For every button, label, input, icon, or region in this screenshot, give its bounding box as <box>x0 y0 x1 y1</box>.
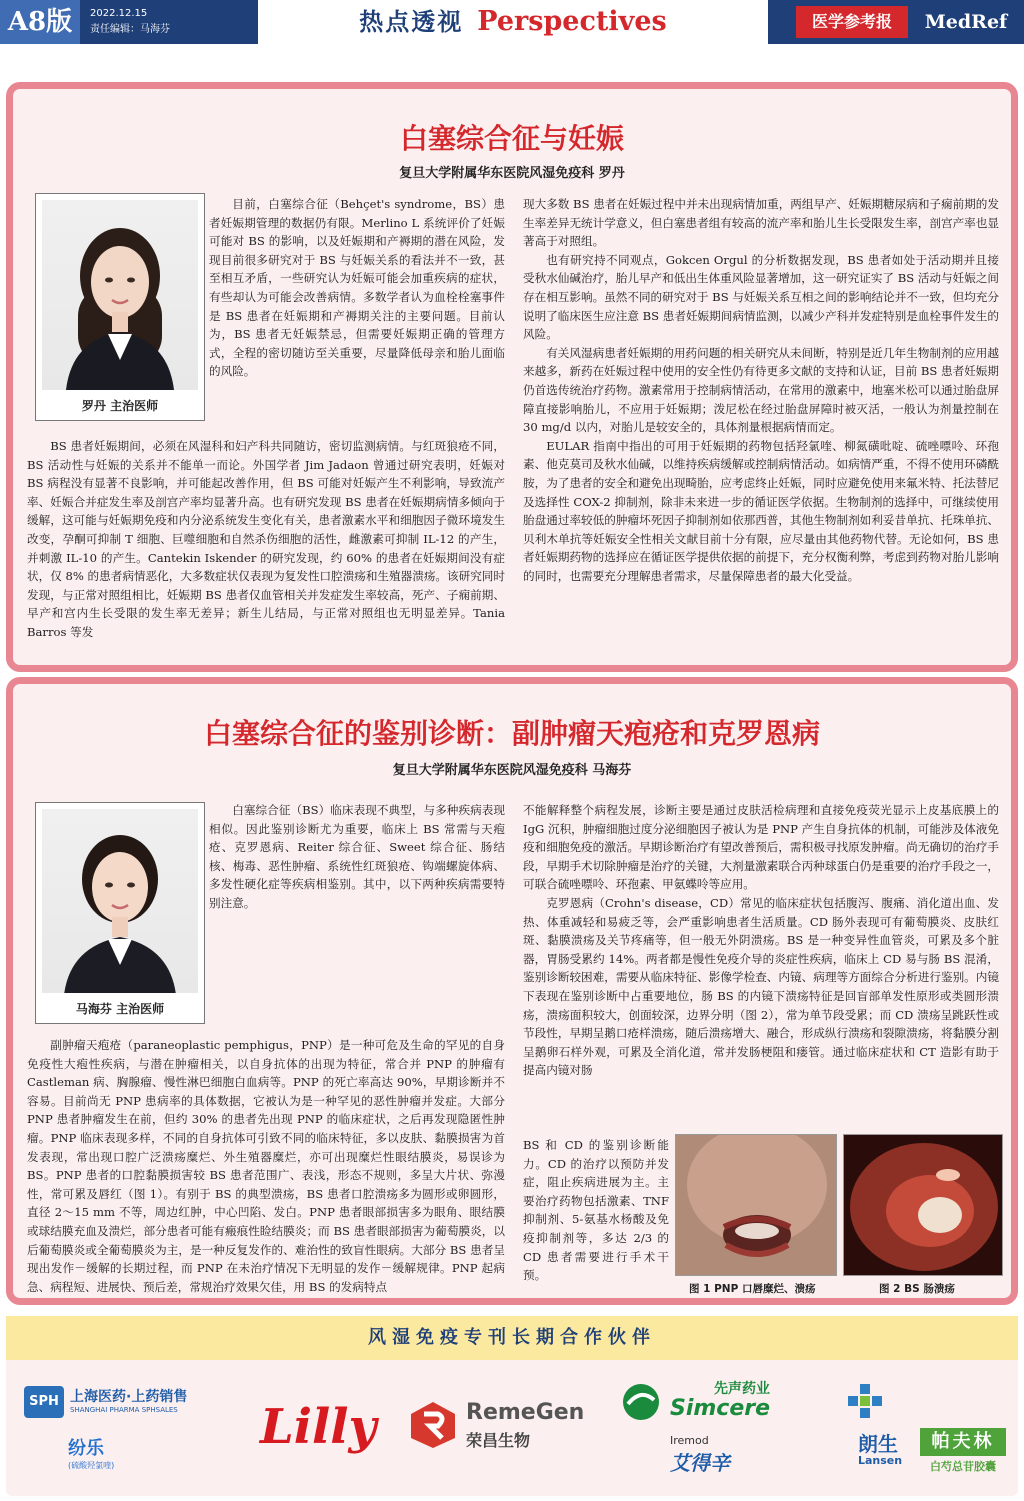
lansen-icon <box>846 1382 886 1422</box>
logo-lilly <box>260 1392 390 1462</box>
author-photo-mahaifen <box>35 802 205 1024</box>
logo-fenle <box>68 1434 158 1474</box>
logo-iremod <box>670 1434 780 1474</box>
paragraph: 现大多数 BS 患者在妊娠过程中并未出现病情加重，两组早产、妊娠期糖尿病和子痫前期的发生率差异无统计学意义，但白塞患者组有较高的流产率和胎儿生长受限发生率，剖宫产率也显著高于对照组。 <box>523 197 999 249</box>
sph-name-cn: 上海医药·上药销售 <box>70 1389 188 1405</box>
logo-remegen <box>408 1396 608 1456</box>
paragraph: EULAR 指南中指出的可用于妊娠期的药物包括羟氯喹、柳氮磺吡啶、硫唑嘌呤、环孢素、他克莫司及秋水仙碱，以维持疾病缓解或控制病情活动。如病情严重，不得不使用环磷酰胺，为了患者的安全和避免出现畸胎，应考虑终止妊娠，同时应避免使用来氟米特、托法替尼及选择性 COX-2 抑制剂，除非未来进一步的循证医学依据。生物制剂的选择中，可继续使用胎盘通过率较低的肿瘤坏死因子抑制剂如依那西普，其他生物制剂如利妥昔单抗、托珠单抗、贝利木单抗等妊娠安全性相关文献目前十分有限，应尽量由其他药物代替。无论如何，BS 患者妊娠期药物的选择应在循证医学提供依据的前提下，充分权衡利弊，考虑到药物对胎儿影响的同时，也需要充分理解患者需求，尽量保障患者的最大化受益。 <box>523 438 999 583</box>
iremod-name-en: Iremod <box>670 1434 709 1447</box>
author-photo-caption: 罗丹 主治医师 <box>81 399 159 413</box>
article-column-1-bottom <box>27 1036 505 1296</box>
pafulin-name: 帕夫林 <box>920 1428 1006 1456</box>
logo-lansen <box>844 1382 1014 1472</box>
article-column-1-bottom <box>27 437 505 642</box>
article-column-2 <box>523 801 999 1080</box>
editor-credit: 责任编辑：马海芬 <box>90 24 170 35</box>
fenle-sub: (硫酸羟氯喹) <box>68 1461 115 1470</box>
page-header <box>0 0 1024 44</box>
section-title-cn: 热点透视 <box>359 8 464 36</box>
lansen-name-en: Lansen <box>858 1454 903 1467</box>
paragraph: BS 和 CD 的鉴别诊断能力。CD 的治疗以预防并发症，阻止疾病进展为主。主要治疗药物包括激素、TNF 抑制剂、5-氨基水杨酸及免疫抑制剂等，多达 2/3 的 CD 患者需要进行手术干预。 <box>523 1138 669 1283</box>
partner-strip <box>6 1316 1018 1496</box>
paragraph: BS 患者妊娠期间，必须在风湿科和妇产科共同随访，密切监测病情。与红斑狼疮不同，BS 活动性与妊娠的关系并不能单一而论。外国学者 Jim Jadaon 曾通过研究表明，妊娠对 BS 病程没有显著不良影响，并可能起改善作用，但 BS 可能对妊娠产生不利影响，导致流产率、妊娠合并症发生率及剖宫产率均显著升高。也有研究发现 BS 患者在妊娠期病情多倾向于缓解，这可能与妊娠期免疫和内分泌系统发生变化有关，患者激素水平和细胞因子微环境发生改变，孕酮可抑制 T 细胞、巨噬细胞和自然杀伤细胞的活性，雌激素可抑制 IL-12 的产生，并刺激 IL-10 的产生。Cantekin Iskender 的研究发现，约 60% 的患者在妊娠期间没有症状，仅 8% 的患者病情恶化，大多数症状仅表现为复发性口腔溃疡和生殖器溃疡。该研究同时发现，与正常对照组相比，妊娠期 BS 患者仅血管相关并发症发生率较高，死产、子痫前期、早产和宫内生长受限的发生率无差异；新生儿结局，与正常对照组也无明显差异。Tania Barros 等发 <box>27 439 505 639</box>
article-behcet-pregnancy <box>6 82 1018 672</box>
issue-date: 2022.12.15 <box>90 8 148 19</box>
article-title: 白塞综合征与妊娠 <box>399 122 624 155</box>
simcere-name-en: Simcere <box>670 1396 771 1421</box>
simcere-name-cn: 先声药业 <box>714 1381 770 1397</box>
remegen-name-en: RemeGen <box>466 1400 585 1425</box>
paragraph: 不能解释整个病程发展，诊断主要是通过皮肤活检病理和直接免疫荧光显示上皮基底膜上的 IgG 沉积，肿瘤细胞过度分泌细胞因子被认为是 PNP 产生自身抗体的机制，可能涉及体液免疫和细胞免疫的激活。早期诊断治疗有望改善预后，需积极寻找原发肿瘤。尚无确切的治疗手段，早期手术切除肿瘤是治疗的关键，大剂量激素联合丙种球蛋白仍是重要的治疗手段之一，可联合硫唑嘌呤、环孢素、甲氨蝶呤等应用。 <box>523 803 999 892</box>
iremod-name-cn: 艾得辛 <box>670 1451 730 1475</box>
figure-1-image <box>675 1134 837 1276</box>
figure-2-image <box>843 1134 1003 1276</box>
figure-2-caption: 图 2 BS 肠溃疡 <box>879 1283 955 1295</box>
author-portrait <box>42 809 198 993</box>
remegen-name-cn: 荣昌生物 <box>466 1431 531 1450</box>
sph-name-en: SHANGHAI PHARMA SPHSALES <box>70 1406 178 1414</box>
article-column-1-top <box>209 801 505 1037</box>
portrait-illustration <box>42 200 198 390</box>
paragraph: 有关风湿病患者妊娠期的用药问题的相关研究从未间断，特别是近几年生物制剂的应用越来越多，新药在妊娠过程中使用的安全性仍有待更多文献的支持和认证，目前 BS 患者妊娠期仍首选传统治疗药物。激素常用于控制病情活动，在常用的激素中，地塞米松可以通过胎盘屏障直接影响胎儿，不应用于妊娠期；泼尼松在经过胎盘屏障时被灭活，一般认为剂量控制在 30 mg/d 以内，对胎儿是较安全的，具体剂量根据病情而定。 <box>523 345 999 435</box>
brand-name-cn: 医学参考报 <box>796 6 908 38</box>
paragraph: 也有研究持不同观点，Gokcen Orgul 的分析数据发现，BS 患者如处于活动期并且接受秋水仙碱治疗，胎儿早产和低出生体重风险显著增加，这一研究证实了 BS 活动与妊娠之间存在相互影响。虽然不同的研究对于 BS 与妊娠关系互相之间的影响结论并不一致，但均充分说明了临床医生应注意 BS 患者妊娠期间病情监测，以减少产科并发症特别是血栓事件发生的风险。 <box>523 252 999 342</box>
paragraph: 副肿瘤天疱疮（paraneoplastic pemphigus，PNP）是一种可危及生命的罕见的自身免疫性大疱性疾病，与潜在肿瘤相关，以自身抗体的出现为特征，常合并 PNP 的肿瘤有 Castleman 病、胸腺瘤、慢性淋巴细胞白血病等。PNP 的死亡率高达 90%，早期诊断并不容易。目前尚无 PNP 患病率的具体数据，它被认为是一种罕见的恶性肿瘤并发症。大部分 PNP 患者肿瘤发生在前，但约 30% 的患者先出现 PNP 的临床症状，之后再发现隐匿性肿瘤。PNP 临床表现多样，不同的自身抗体可引致不同的临床特征，多以皮肤、黏膜损害为首发表现，常出现口腔广泛溃疡糜烂、外生殖器糜烂，亦可出现糜烂性眼结膜炎，易误诊为 BS。PNP 患者的口腔黏膜损害较 BS 患者范围广、表浅，形态不规则，多呈大片状、弥漫性，常可累及唇红（图 1）。有别于 BS 的典型溃疡，BS 患者口腔溃疡多为圆形或卵圆形，直径 2～15 mm 不等，周边红肿，中心凹陷、发白。PNP 患者眼部损害多为眼角、眼结膜或球结膜充血及溃烂，部分患者可能有瘢痕性睑结膜炎；而 BS 患者眼部损害为葡萄膜炎，以后葡萄膜炎或全葡萄膜炎为主，是一种反复发作的、难治性的致盲性眼病。大部分 BS 患者呈现出发作－缓解的长期过程，而 PNP 在未治疗情况下无明显的发作－缓解规律。PNP 起病急、病程短、进展快、预后差，常规治疗效果欠佳，用 BS 的发病特点 <box>27 1038 505 1294</box>
sph-mark: SPH <box>24 1386 64 1418</box>
article-byline: 复旦大学附属华东医院风湿免疫科 罗丹 <box>399 166 625 181</box>
author-photo-luodan <box>35 193 205 421</box>
logo-shanghai-pharma <box>24 1382 234 1422</box>
figure-2-illustration <box>844 1135 1003 1276</box>
partner-strip-title: 风湿免疫专刊长期合作伙伴 <box>6 1316 1018 1360</box>
page-number-label: A8版 <box>0 0 80 44</box>
brand-name-en: MedRef <box>924 11 1008 33</box>
paragraph: 白塞综合征（BS）临床表现不典型，与多种疾病表现相似。因此鉴别诊断尤为重要，临床上 BS 常需与天疱疮、克罗恩病、Reiter 综合征、Sweet 综合征、肠结核、梅毒、恶性肿瘤、系统性红斑狼疮、钩端螺旋体病、多发性硬化症等疾病相鉴别。其中，以下两种疾病需要特别注意。 <box>209 803 505 910</box>
article-title: 白塞综合征的鉴别诊断：副肿瘤天疱疮和克罗恩病 <box>203 717 820 750</box>
simcere-icon <box>618 1382 664 1422</box>
lilly-wordmark: Lilly <box>260 1399 377 1455</box>
logo-simcere <box>618 1378 818 1428</box>
paragraph: 目前，白塞综合征（Behçet's syndrome，BS）患者妊娠期管理的数据仍有限。Merlino L 系统评价了妊娠可能对 BS 的影响，以及妊娠期和产褥期的潜在风险，发现目前很多研究对于 BS 与妊娠关系的看法并不一致，甚至相互矛盾，一些研究认为妊娠可能会加重疾病的症状，有些却认为可能会改善病情。多数学者认为血栓栓塞事件是 BS 患者在妊娠期和产褥期关注的主要问题。目前认为，BS 患者无妊娠禁忌，但需要妊娠期正确的管理方式，全程的密切随访至关重要，尽量降低母亲和胎儿面临的风险。 <box>209 197 505 379</box>
portrait-illustration <box>42 809 198 993</box>
remegen-icon <box>408 1400 458 1450</box>
figure-1-caption: 图 1 PNP 口唇糜烂、溃疡 <box>689 1283 816 1295</box>
article-column-2-bottom <box>523 1136 669 1285</box>
fenle-name: 纷乐 <box>68 1438 104 1459</box>
paragraph: 克罗恩病（Crohn's disease，CD）常见的临床症状包括腹泻、腹痛、消化道出血、发热、体重减轻和易疲乏等，会严重影响患者生活质量。CD 肠外表现可有葡萄膜炎、皮肤红斑、黏膜溃疡及关节疼痛等，但一般无外阴溃疡。BS 是一种变异性血管炎，可累及多个脏器，胃肠受累约 14%。两者都是慢性免疫介导的炎症性疾病，临床上 CD 易与肠 BS 混淆，鉴别诊断较困难，需要从临床特征、影像学检查、内镜、病理等方面综合分析进行鉴别。内镜下表现在鉴别诊断中占重要地位，肠 BS 的内镜下溃疡特征是回盲部单发性原形或类圆形溃疡，溃疡面积较大，创面较深，边界分明（图 2），常为单节段受累；而 CD 溃疡呈跳跃性或节段性，早期呈鹅口疮样溃疡，随后溃疡增大、融合，形成纵行溃疡和裂隙溃疡，将黏膜分割呈鹅卵石样外观，可累及全消化道，常并发肠梗阻和瘘管。通过临床症状和 CT 造影有助于提高内镜对肠 <box>523 895 999 1078</box>
author-photo-caption: 马海芬 主治医师 <box>75 1002 165 1016</box>
section-title <box>258 0 768 44</box>
lansen-name-cn: 朗生 <box>858 1432 898 1456</box>
author-portrait <box>42 200 198 390</box>
article-column-2 <box>523 195 999 585</box>
article-behcet-differential-diagnosis <box>6 677 1018 1305</box>
article-byline: 复旦大学附属华东医院风湿免疫科 马海芬 <box>392 763 632 778</box>
article-column-1-top <box>209 195 505 381</box>
pafulin-sub: 白芍总苷胶囊 <box>930 1460 996 1473</box>
section-title-en: Perspectives <box>477 6 667 37</box>
figure-1-illustration <box>676 1135 837 1276</box>
